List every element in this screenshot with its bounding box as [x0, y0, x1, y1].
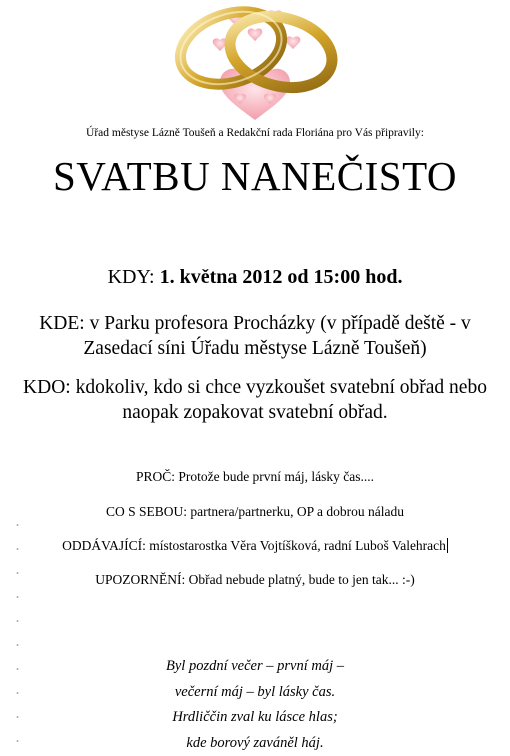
who-line-2: naopak zopakovat svatební obřad. — [122, 402, 388, 423]
hearts-cluster — [213, 10, 301, 120]
poem-line-2: večerní máj – byl lásky čas. — [174, 684, 336, 700]
poem-line-3: Hrdliččin zval ku lásce hlas; — [172, 709, 338, 725]
page-title: SVATBU NANEČISTO — [52, 153, 458, 199]
wedding-rings-image — [165, 0, 345, 128]
why-line: PROČ: Protože bude první máj, lásky čas.... — [135, 469, 375, 484]
where-line-1: KDE: v Parku profesora Procházky (v případě deště - v — [39, 313, 471, 334]
when-line — [0, 266, 510, 289]
who-paragraph — [0, 375, 510, 425]
poem-line-1: Byl pozdní večer – první máj – — [166, 658, 344, 674]
who-line-1: KDO: kdokoliv, kdo si chce vyzkoušet svatební obřad nebo — [23, 377, 487, 398]
bring-line: CO S SEBOU: partnera/partnerku, OP a dobrou náladu — [106, 504, 404, 519]
poem-line-4: kde borový zaváněl háj. — [186, 735, 324, 751]
when-value: 1. května 2012 od 15:00 hod. — [159, 266, 403, 288]
officiants-line — [0, 538, 510, 554]
intro-text: Úřad městyse Lázně Toušeň a Redakční rada Floriána pro Vás připravily: — [86, 127, 424, 139]
text-cursor — [447, 538, 448, 553]
where-paragraph — [0, 311, 510, 361]
officiants-text: ODDÁVAJÍCÍ: místostarostka Věra Vojtíšková, radní Luboš Valehrach — [62, 538, 446, 553]
notice-line: UPOZORNĚNÍ: Obřad nebude platný, bude to jen tak... :-) — [95, 572, 415, 587]
rings-icon — [171, 0, 340, 98]
when-label: KDY: — [107, 266, 160, 288]
where-line-2: Zasedací síni Úřadu městyse Lázně Toušeň) — [83, 338, 427, 359]
